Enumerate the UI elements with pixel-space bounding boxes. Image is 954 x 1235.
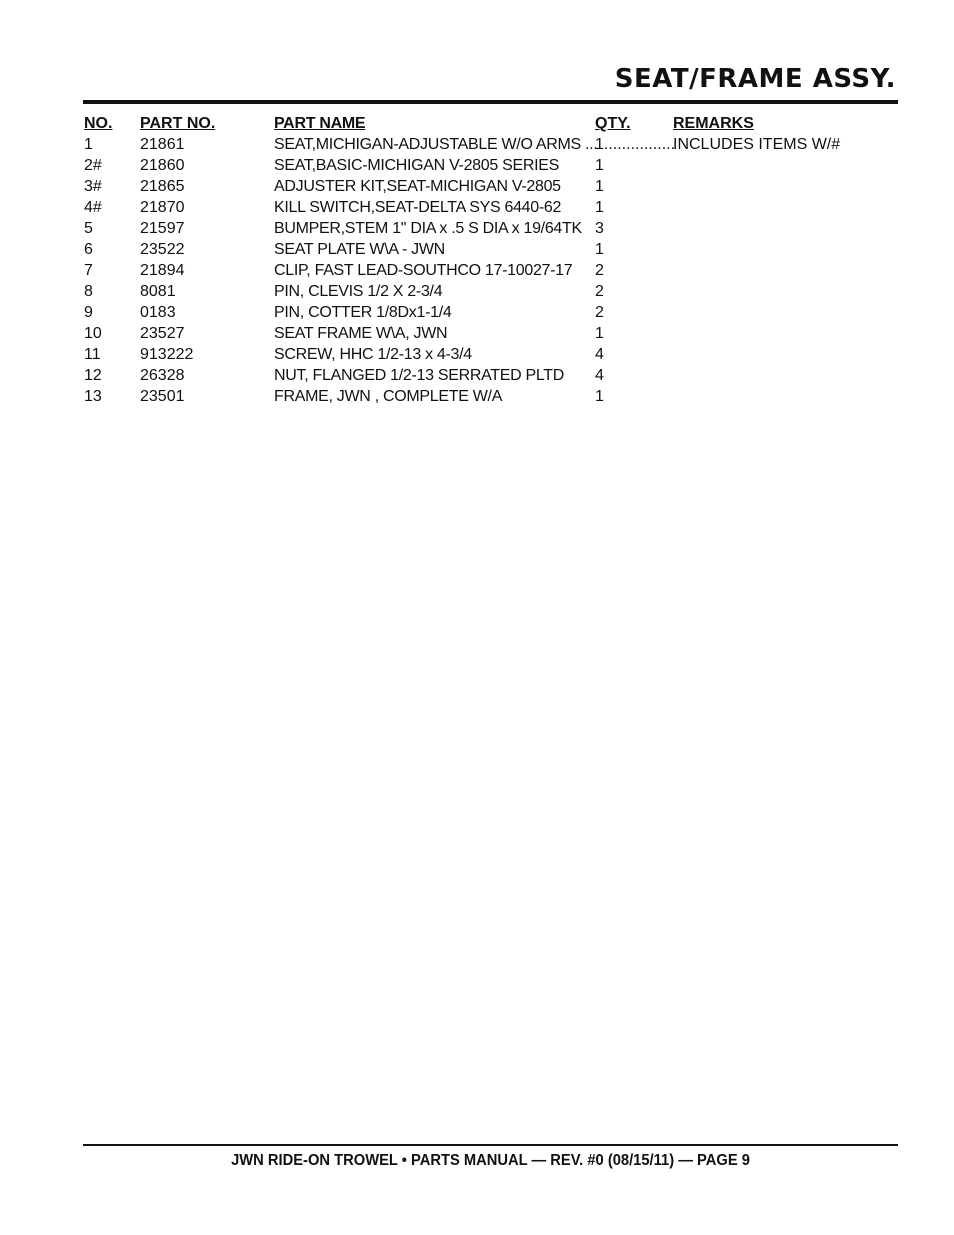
cell-part-no: 21894 <box>140 262 185 279</box>
cell-part-name: SEAT,MICHIGAN-ADJUSTABLE W/O ARMS .... <box>274 136 602 153</box>
header-part-no: PART NO. <box>140 115 216 132</box>
footer-divider <box>83 1144 898 1146</box>
page-footer: JWN RIDE-ON TROWEL • PARTS MANUAL — REV. #0 (08/15/11) — PAGE 9 <box>231 1152 750 1169</box>
header-qty: QTY. <box>595 115 631 132</box>
cell-qty: 4 <box>595 367 604 384</box>
page-title: SEAT/FRAME ASSY. <box>614 64 896 94</box>
header-remarks: REMARKS <box>673 115 754 132</box>
cell-part-name: FRAME, JWN , COMPLETE W/A <box>274 388 503 405</box>
table-row <box>84 302 898 323</box>
cell-part-name: SCREW, HHC 1/2-13 x 4-3/4 <box>274 346 472 363</box>
cell-part-no: 21865 <box>140 178 185 195</box>
cell-qty: 2 <box>595 262 604 279</box>
cell-qty: 1 <box>595 325 604 342</box>
table-row <box>84 197 898 218</box>
cell-part-no: 0183 <box>140 304 176 321</box>
cell-remarks: INCLUDES ITEMS W/# <box>673 136 841 153</box>
cell-no: 7 <box>84 262 93 279</box>
table-header-row <box>84 113 898 134</box>
cell-part-no: 23501 <box>140 388 185 405</box>
table-row <box>84 260 898 281</box>
cell-no: 10 <box>84 325 102 342</box>
table-row <box>84 281 898 302</box>
cell-part-no: 21870 <box>140 199 185 216</box>
cell-qty: 1................ <box>595 136 676 153</box>
cell-part-no: 913222 <box>140 346 194 363</box>
table-row <box>84 134 898 155</box>
cell-part-name: SEAT,BASIC-MICHIGAN V-2805 SERIES <box>274 157 560 174</box>
cell-no: 8 <box>84 283 93 300</box>
cell-part-no: 8081 <box>140 283 176 300</box>
cell-part-no: 23527 <box>140 325 185 342</box>
cell-qty: 1 <box>595 388 604 405</box>
header-no: NO. <box>84 115 113 132</box>
cell-no: 4# <box>84 199 102 216</box>
header-part-name: PART NAME <box>274 115 366 132</box>
cell-no: 5 <box>84 220 93 237</box>
cell-part-name: BUMPER,STEM 1" DIA x .5 S DIA x 19/64TK <box>274 220 582 237</box>
cell-qty: 3 <box>595 220 604 237</box>
table-body <box>84 134 898 407</box>
cell-qty: 1 <box>595 199 604 216</box>
cell-qty: 4 <box>595 346 604 363</box>
table-row <box>84 365 898 386</box>
table-row <box>84 323 898 344</box>
cell-part-name: SEAT FRAME W\A, JWN <box>274 325 448 342</box>
cell-part-name: PIN, COTTER 1/8Dx1-1/4 <box>274 304 452 321</box>
cell-part-name: PIN, CLEVIS 1/2 X 2-3/4 <box>274 283 443 300</box>
cell-no: 1 <box>84 136 93 153</box>
cell-qty: 1 <box>595 241 604 258</box>
table-row <box>84 386 898 407</box>
cell-no: 2# <box>84 157 102 174</box>
cell-part-no: 21597 <box>140 220 185 237</box>
cell-qty: 1 <box>595 157 604 174</box>
cell-part-name: NUT, FLANGED 1/2-13 SERRATED PLTD <box>274 367 565 384</box>
title-divider <box>83 100 898 104</box>
cell-qty: 1 <box>595 178 604 195</box>
cell-part-no: 26328 <box>140 367 185 384</box>
table-row <box>84 218 898 239</box>
cell-qty: 2 <box>595 304 604 321</box>
cell-no: 11 <box>84 346 101 363</box>
cell-no: 12 <box>84 367 102 384</box>
cell-no: 6 <box>84 241 93 258</box>
cell-part-name: SEAT PLATE W\A - JWN <box>274 241 445 258</box>
cell-no: 13 <box>84 388 102 405</box>
cell-no: 3# <box>84 178 102 195</box>
table-row <box>84 176 898 197</box>
cell-part-no: 21860 <box>140 157 185 174</box>
cell-part-no: 23522 <box>140 241 185 258</box>
cell-part-name: KILL SWITCH,SEAT-DELTA SYS 6440-62 <box>274 199 562 216</box>
cell-part-name: ADJUSTER KIT,SEAT-MICHIGAN V-2805 <box>274 178 561 195</box>
cell-no: 9 <box>84 304 93 321</box>
parts-table <box>84 113 898 407</box>
table-row <box>84 344 898 365</box>
table-row <box>84 155 898 176</box>
cell-part-name: CLIP, FAST LEAD-SOUTHCO 17-10027-17 <box>274 262 573 279</box>
cell-qty: 2 <box>595 283 604 300</box>
cell-part-no: 21861 <box>140 136 185 153</box>
table-row <box>84 239 898 260</box>
